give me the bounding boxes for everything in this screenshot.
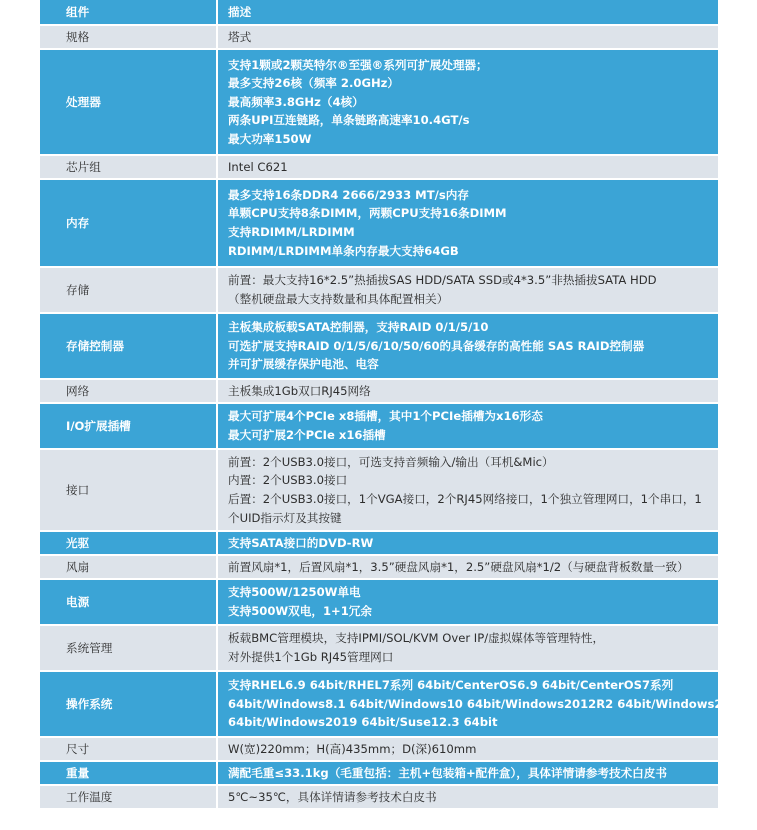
row-label: 存储 [40,268,218,312]
desc-line: 支持RDIMM/LRDIMM [228,225,355,239]
row-label: 尺寸 [40,738,218,760]
row-label: 电源 [40,580,218,624]
row-desc [218,738,718,760]
desc-line: 最高频率3.8GHz（4核） [228,94,364,109]
desc-line: 最大可扩展2个PCIe x16插槽 [228,428,386,442]
desc-line: （整机硬盘最大支持数量和具体配置相关） [228,292,449,306]
row-label: 接口 [40,450,218,530]
row-desc [218,672,747,736]
row-optical-drive [40,532,718,554]
row-desc [218,626,718,670]
row-memory [40,180,718,266]
row-label: 网络 [40,380,218,402]
desc-line: 内置：2个USB3.0接口 [228,473,348,488]
row-label: 工作温度 [40,786,218,808]
desc-line: 对外提供1个1Gb RJ45管理网口 [228,650,394,664]
desc-line: 64bit/Windows2019 64bit/Suse12.3 64bit [228,715,498,730]
desc-line: 两条UPI互连链路，单条链路高速率10.4GT/s [228,113,470,128]
desc-line: 支持RHEL6.9 64bit/RHEL7系列 64bit/CenterOS6.9 64bit/CenterOS7系列 [228,678,674,693]
desc-line: 可选扩展支持RAID 0/1/5/6/10/50/60的具备缓存的高性能 SAS RAID控制器 [228,338,645,353]
row-weight [40,762,718,784]
desc-line: 支持1颗或2颗英特尔®至强®系列可扩展处理器； [228,57,488,72]
row-label: 操作系统 [40,672,218,736]
desc-line: 并可扩展缓存保护电池、电容 [228,357,379,372]
desc-line: 64bit/Windows8.1 64bit/Windows10 64bit/Windows2012R2 64bit/Windows2016 [228,696,747,711]
row-storage-controller [40,314,718,378]
desc-line: 后置：2个USB3.0接口，1个VGA接口，2个RJ45网络接口，1个独立管理网口，1个串口，1个UID指示灯及其按键 [228,492,702,525]
row-desc [218,380,718,402]
desc-line: 前置风扇*1，后置风扇*1，3.5”硬盘风扇*1，2.5”硬盘风扇*1/2（与硬盘背板数量一致） [228,559,689,574]
desc-line: 前置：最大支持16*2.5”热插拔SAS HDD/SATA SSD或4*3.5”非热插拔SATA HDD [228,273,657,288]
row-label: 重量 [40,762,218,784]
row-interfaces [40,450,718,530]
desc-line: 主板集成板载SATA控制器，支持RAID 0/1/5/10 [228,320,489,335]
desc-line: 支持500W/1250W单电 [228,585,361,600]
spec-table-container [40,0,747,810]
desc-line: 支持500W双电，1+1冗余 [228,604,372,618]
row-form-factor [40,26,718,48]
row-io-slots [40,404,718,448]
desc-line: 最多支持16条DDR4 2666/2933 MT/s内存 [228,187,469,202]
row-desc [218,156,718,178]
row-chipset [40,156,718,178]
row-network [40,380,718,402]
row-desc [218,314,718,378]
row-system-management [40,626,718,670]
desc-line: Intel C621 [228,159,288,174]
row-label: 规格 [40,26,218,48]
desc-line: 最多支持26核（频率 2.0GHz） [228,76,400,91]
row-label: 系统管理 [40,626,218,670]
row-dimensions [40,738,718,760]
desc-line: 5℃~35℃，具体详情请参考技术白皮书 [228,789,437,804]
row-label: 风扇 [40,556,218,578]
spec-table [40,0,747,810]
desc-line: 最大功率150W [228,131,312,146]
row-desc [218,762,718,784]
row-desc [218,404,718,448]
row-label: 内存 [40,180,218,266]
desc-line: 满配毛重≤33.1kg（毛重包括：主机+包装箱+配件盒），具体详情请参考技术白皮书 [228,765,667,780]
row-label: 存储控制器 [40,314,218,378]
row-label: 光驱 [40,532,218,554]
desc-line: RDIMM/LRDIMM单条内存最大支持64GB [228,243,459,258]
row-label: I/O扩展插槽 [40,404,218,448]
row-desc [218,556,718,578]
row-desc [218,532,718,554]
row-desc [218,580,718,624]
row-label: 芯片组 [40,156,218,178]
row-operating-system [40,672,718,736]
row-desc [218,50,718,154]
row-fans [40,556,718,578]
header-description: 描述 [218,0,718,24]
row-storage [40,268,718,312]
desc-line: 最大可扩展4个PCIe x8插槽，其中1个PCIe插槽为x16形态 [228,409,543,424]
row-operating-temperature [40,786,718,808]
row-desc [218,180,718,266]
header-component: 组件 [40,0,218,24]
desc-line: 主板集成1Gb双口RJ45网络 [228,383,371,398]
row-desc [218,268,718,312]
desc-line: 单颗CPU支持8条DIMM，两颗CPU支持16条DIMM [228,206,507,221]
desc-line: 前置：2个USB3.0接口，可选支持音频输入/输出（耳机&Mic） [228,454,554,469]
row-desc [218,450,718,530]
row-power-supply [40,580,718,624]
row-processor [40,50,718,154]
desc-line: 塔式 [228,29,252,44]
row-desc [218,26,718,48]
row-label: 处理器 [40,50,218,154]
row-desc [218,786,718,808]
desc-line: 板载BMC管理模块，支持IPMI/SOL/KVM Over IP/虚拟媒体等管理特性， [228,631,605,646]
desc-line: 支持SATA接口的DVD-RW [228,535,374,550]
table-header-row [40,0,718,24]
desc-line: W(宽)220mm；H(高)435mm；D(深)610mm [228,741,477,756]
